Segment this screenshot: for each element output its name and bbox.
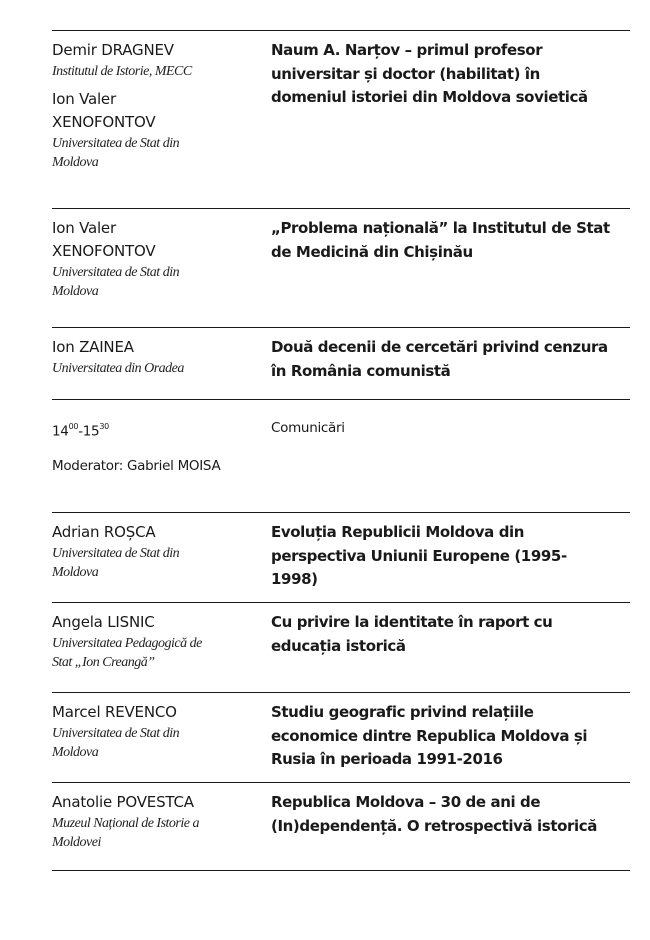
- author-name: Demir DRAGNEV: [52, 41, 174, 59]
- authors-cell: [52, 328, 271, 399]
- author-name: Marcel REVENCO: [52, 703, 177, 721]
- author-institution: Universitatea de Stat din Moldova: [52, 546, 180, 580]
- authors-cell: [52, 603, 271, 692]
- paper-title: Republica Moldova – 30 de ani de (In)dependență. O retrospectivă istorică: [271, 793, 597, 835]
- session-label-cell: [271, 400, 630, 512]
- authors-cell: [52, 783, 271, 870]
- author-name: Adrian ROȘCA: [52, 523, 156, 541]
- author-institution: Institutul de Istorie, MECC: [52, 64, 192, 79]
- author-institution: Universitatea din Oradea: [52, 361, 184, 376]
- program-entry: [52, 208, 630, 327]
- authors-cell: [52, 513, 271, 602]
- session-moderator: Moderator: Gabriel MOISA: [52, 457, 221, 474]
- title-cell: [271, 328, 630, 399]
- paper-title: Două decenii de cercetări privind cenzura în România comunistă: [271, 338, 608, 380]
- title-cell: [271, 513, 630, 602]
- program-page: [52, 30, 630, 871]
- program-entry: [52, 30, 630, 208]
- author-institution: Universitatea de Stat din Moldova: [52, 726, 180, 760]
- author-institution: Universitatea de Stat din Moldova: [52, 136, 180, 170]
- title-cell: [271, 209, 630, 327]
- paper-title: Cu privire la identitate în raport cu educația istorică: [271, 613, 553, 655]
- author-institution: Universitatea de Stat din Moldova: [52, 265, 180, 299]
- author-institution: Muzeul Național de Istorie a Moldovei: [52, 816, 199, 850]
- program-entry: [52, 602, 630, 692]
- author-name: Ion ZAINEA: [52, 338, 134, 356]
- author-name: Ion Valer XENOFONTOV: [52, 90, 156, 131]
- title-cell: [271, 783, 630, 870]
- session-block: [52, 399, 630, 512]
- authors-cell: [52, 693, 271, 782]
- author-institution: Universitatea Pedagogică de Stat „Ion Creangă”: [52, 636, 202, 670]
- program-entry: [52, 512, 630, 602]
- paper-title: Studiu geografic privind relațiile economice dintre Republica Moldova și Rusia în perioada 1991-2016: [271, 703, 588, 768]
- paper-title: Evoluția Republicii Moldova din perspectiva Uniunii Europene (1995-1998): [271, 523, 567, 588]
- author-name: Ion Valer XENOFONTOV: [52, 219, 156, 260]
- title-cell: [271, 603, 630, 692]
- paper-title: „Problema națională” la Institutul de Stat de Medicină din Chișinău: [271, 219, 610, 261]
- title-cell: [271, 31, 630, 208]
- title-cell: [271, 693, 630, 782]
- paper-title: Naum A. Narțov – primul profesor universitar și doctor (habilitat) în domeniul istoriei din Moldova sovietică: [271, 41, 588, 106]
- authors-cell: [52, 209, 271, 327]
- program-entry: [52, 327, 630, 399]
- authors-cell: [52, 31, 271, 208]
- session-info: [52, 400, 271, 512]
- session-label: Comunicări: [271, 420, 345, 436]
- program-entry: [52, 692, 630, 782]
- author-name: Angela LISNIC: [52, 613, 155, 631]
- session-time: $14^{00}-15^{30}$: [52, 422, 109, 440]
- author-name: Anatolie POVESTCA: [52, 793, 194, 811]
- program-entry: [52, 782, 630, 871]
